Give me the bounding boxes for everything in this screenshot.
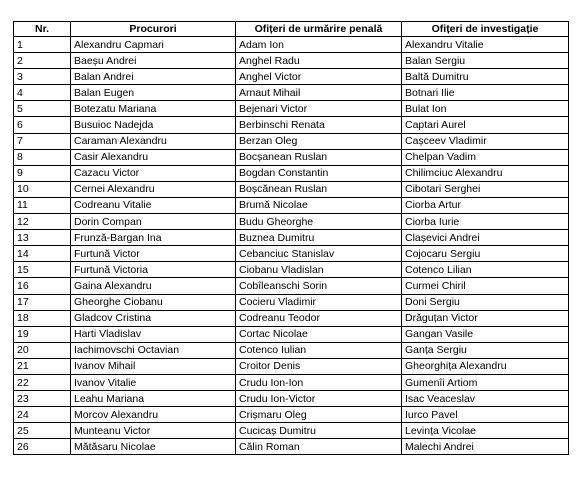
table-row bbox=[14, 294, 569, 310]
header-procurori: Procurori bbox=[71, 22, 236, 37]
cell-procuror: Busuioc Nadejda bbox=[71, 117, 236, 133]
table-row bbox=[14, 181, 569, 197]
cell-ofiter-urmarire-penala: Cebanciuc Stanislav bbox=[236, 246, 402, 262]
cell-ofiter-urmarire-penala: Călin Roman bbox=[236, 439, 402, 455]
table-row bbox=[14, 117, 569, 133]
cell-procuror: Cazacu Victor bbox=[71, 165, 236, 181]
cell-ofiter-investigatie: Gangan Vasile bbox=[402, 326, 569, 342]
cell-ofiter-urmarire-penala: Arnaut Mihail bbox=[236, 85, 402, 101]
table-row bbox=[14, 374, 569, 390]
cell-procuror: Ivanov Mihail bbox=[71, 358, 236, 374]
cell-procuror: Balan Eugen bbox=[71, 85, 236, 101]
cell-nr: 8 bbox=[14, 149, 71, 165]
cell-procuror: Casir Alexandru bbox=[71, 149, 236, 165]
cell-procuror: Botezatu Mariana bbox=[71, 101, 236, 117]
cell-nr: 16 bbox=[14, 278, 71, 294]
cell-ofiter-investigatie: Cojocaru Sergiu bbox=[402, 246, 569, 262]
table-row bbox=[14, 407, 569, 423]
document-sheet bbox=[13, 21, 568, 455]
cell-ofiter-investigatie: Cotenco Lilian bbox=[402, 262, 569, 278]
cell-nr: 17 bbox=[14, 294, 71, 310]
cell-ofiter-investigatie: Isac Veaceslav bbox=[402, 391, 569, 407]
cell-procuror: Dorin Compan bbox=[71, 214, 236, 230]
cell-procuror: Alexandru Capmari bbox=[71, 37, 236, 53]
cell-ofiter-urmarire-penala: Ciobanu Vladislan bbox=[236, 262, 402, 278]
cell-ofiter-investigatie: Iurco Pavel bbox=[402, 407, 569, 423]
cell-ofiter-investigatie: Ciorba Artur bbox=[402, 197, 569, 213]
table-row bbox=[14, 278, 569, 294]
cell-procuror: Leahu Mariana bbox=[71, 391, 236, 407]
table-row bbox=[14, 342, 569, 358]
table-body bbox=[14, 37, 569, 455]
table-row bbox=[14, 149, 569, 165]
cell-procuror: Codreanu Vitalie bbox=[71, 197, 236, 213]
cell-ofiter-urmarire-penala: Brumă Nicolae bbox=[236, 197, 402, 213]
cell-procuror: Furtună Victoria bbox=[71, 262, 236, 278]
table-row bbox=[14, 85, 569, 101]
cell-nr: 13 bbox=[14, 230, 71, 246]
cell-ofiter-investigatie: Curmei Chiril bbox=[402, 278, 569, 294]
header-ofiteri-urmarire-penala: Ofițeri de urmărire penală bbox=[236, 22, 402, 37]
table-row bbox=[14, 53, 569, 69]
cell-nr: 4 bbox=[14, 85, 71, 101]
cell-procuror: Ivanov Vitalie bbox=[71, 374, 236, 390]
table-row bbox=[14, 69, 569, 85]
table-row bbox=[14, 165, 569, 181]
cell-ofiter-investigatie: Captari Aurel bbox=[402, 117, 569, 133]
cell-procuror: Gladcov Cristina bbox=[71, 310, 236, 326]
cell-ofiter-urmarire-penala: Boșcănean Ruslan bbox=[236, 181, 402, 197]
cell-ofiter-investigatie: Chilimciuc Alexandru bbox=[402, 165, 569, 181]
cell-ofiter-investigatie: Ganța Sergiu bbox=[402, 342, 569, 358]
cell-ofiter-urmarire-penala: Buznea Dumitru bbox=[236, 230, 402, 246]
cell-ofiter-investigatie: Doni Sergiu bbox=[402, 294, 569, 310]
cell-ofiter-urmarire-penala: Crișmaru Oleg bbox=[236, 407, 402, 423]
cell-ofiter-investigatie: Levința Vicolae bbox=[402, 423, 569, 439]
table-row bbox=[14, 262, 569, 278]
cell-ofiter-investigatie: Gumenîi Artiom bbox=[402, 374, 569, 390]
cell-nr: 19 bbox=[14, 326, 71, 342]
cell-ofiter-urmarire-penala: Crudu Ion-Victor bbox=[236, 391, 402, 407]
table-row bbox=[14, 197, 569, 213]
cell-ofiter-urmarire-penala: Croitor Denis bbox=[236, 358, 402, 374]
cell-ofiter-urmarire-penala: Bejenari Victor bbox=[236, 101, 402, 117]
cell-procuror: Balan Andrei bbox=[71, 69, 236, 85]
cell-ofiter-investigatie: Cibotari Serghei bbox=[402, 181, 569, 197]
cell-ofiter-urmarire-penala: Crudu Ion-Ion bbox=[236, 374, 402, 390]
personnel-table bbox=[13, 21, 569, 455]
cell-ofiter-urmarire-penala: Bogdan Constantin bbox=[236, 165, 402, 181]
cell-procuror: Gaina Alexandru bbox=[71, 278, 236, 294]
cell-ofiter-urmarire-penala: Berbinschi Renata bbox=[236, 117, 402, 133]
cell-procuror: Cernei Alexandru bbox=[71, 181, 236, 197]
cell-ofiter-investigatie: Clașevici Andrei bbox=[402, 230, 569, 246]
cell-ofiter-urmarire-penala: Cobîleanschi Sorin bbox=[236, 278, 402, 294]
cell-ofiter-investigatie: Balan Sergiu bbox=[402, 53, 569, 69]
table-row bbox=[14, 439, 569, 455]
cell-ofiter-urmarire-penala: Adam Ion bbox=[236, 37, 402, 53]
cell-nr: 14 bbox=[14, 246, 71, 262]
cell-ofiter-investigatie: Gheorghița Alexandru bbox=[402, 358, 569, 374]
table-row bbox=[14, 37, 569, 53]
table-row bbox=[14, 391, 569, 407]
cell-ofiter-investigatie: Baltă Dumitru bbox=[402, 69, 569, 85]
cell-ofiter-urmarire-penala: Budu Gheorghe bbox=[236, 214, 402, 230]
cell-ofiter-urmarire-penala: Codreanu Teodor bbox=[236, 310, 402, 326]
cell-procuror: Baeșu Andrei bbox=[71, 53, 236, 69]
table-row bbox=[14, 326, 569, 342]
cell-nr: 25 bbox=[14, 423, 71, 439]
cell-ofiter-investigatie: Drăguțan Victor bbox=[402, 310, 569, 326]
cell-procuror: Caraman Alexandru bbox=[71, 133, 236, 149]
cell-ofiter-investigatie: Ciorba Iurie bbox=[402, 214, 569, 230]
cell-nr: 11 bbox=[14, 197, 71, 213]
table-row bbox=[14, 246, 569, 262]
cell-ofiter-urmarire-penala: Anghel Victor bbox=[236, 69, 402, 85]
cell-nr: 20 bbox=[14, 342, 71, 358]
table-row bbox=[14, 310, 569, 326]
cell-nr: 6 bbox=[14, 117, 71, 133]
cell-nr: 9 bbox=[14, 165, 71, 181]
table-row bbox=[14, 423, 569, 439]
cell-nr: 22 bbox=[14, 374, 71, 390]
cell-nr: 7 bbox=[14, 133, 71, 149]
table-header-row bbox=[14, 22, 569, 37]
cell-nr: 24 bbox=[14, 407, 71, 423]
cell-nr: 10 bbox=[14, 181, 71, 197]
table-row bbox=[14, 214, 569, 230]
cell-ofiter-investigatie: Cașceev Vladimir bbox=[402, 133, 569, 149]
cell-nr: 15 bbox=[14, 262, 71, 278]
cell-nr: 5 bbox=[14, 101, 71, 117]
cell-ofiter-urmarire-penala: Cortac Nicolae bbox=[236, 326, 402, 342]
table-row bbox=[14, 133, 569, 149]
cell-ofiter-urmarire-penala: Cocieru Vladimir bbox=[236, 294, 402, 310]
cell-procuror: Munteanu Victor bbox=[71, 423, 236, 439]
cell-procuror: Morcov Alexandru bbox=[71, 407, 236, 423]
cell-procuror: Mătăsaru Nicolae bbox=[71, 439, 236, 455]
cell-ofiter-investigatie: Alexandru Vitalie bbox=[402, 37, 569, 53]
cell-procuror: Harti Vladislav bbox=[71, 326, 236, 342]
cell-procuror: Gheorghe Ciobanu bbox=[71, 294, 236, 310]
cell-procuror: Furtună Victor bbox=[71, 246, 236, 262]
table-row bbox=[14, 101, 569, 117]
cell-ofiter-investigatie: Chelpan Vadim bbox=[402, 149, 569, 165]
cell-procuror: Frunză-Bargan Ina bbox=[71, 230, 236, 246]
cell-nr: 1 bbox=[14, 37, 71, 53]
cell-nr: 3 bbox=[14, 69, 71, 85]
cell-ofiter-urmarire-penala: Bocșanean Ruslan bbox=[236, 149, 402, 165]
table-row bbox=[14, 230, 569, 246]
cell-ofiter-investigatie: Bulat Ion bbox=[402, 101, 569, 117]
cell-nr: 12 bbox=[14, 214, 71, 230]
table-row bbox=[14, 358, 569, 374]
cell-ofiter-urmarire-penala: Anghel Radu bbox=[236, 53, 402, 69]
header-nr: Nr. bbox=[14, 22, 71, 37]
cell-ofiter-investigatie: Malechi Andrei bbox=[402, 439, 569, 455]
cell-nr: 21 bbox=[14, 358, 71, 374]
cell-ofiter-urmarire-penala: Cotenco Iulian bbox=[236, 342, 402, 358]
cell-ofiter-urmarire-penala: Berzan Oleg bbox=[236, 133, 402, 149]
cell-nr: 23 bbox=[14, 391, 71, 407]
cell-ofiter-urmarire-penala: Cucicaș Dumitru bbox=[236, 423, 402, 439]
cell-nr: 26 bbox=[14, 439, 71, 455]
cell-nr: 2 bbox=[14, 53, 71, 69]
cell-nr: 18 bbox=[14, 310, 71, 326]
cell-procuror: Iachimovschi Octavian bbox=[71, 342, 236, 358]
cell-ofiter-investigatie: Botnari Ilie bbox=[402, 85, 569, 101]
header-ofiteri-investigatie: Ofițeri de investigație bbox=[402, 22, 569, 37]
